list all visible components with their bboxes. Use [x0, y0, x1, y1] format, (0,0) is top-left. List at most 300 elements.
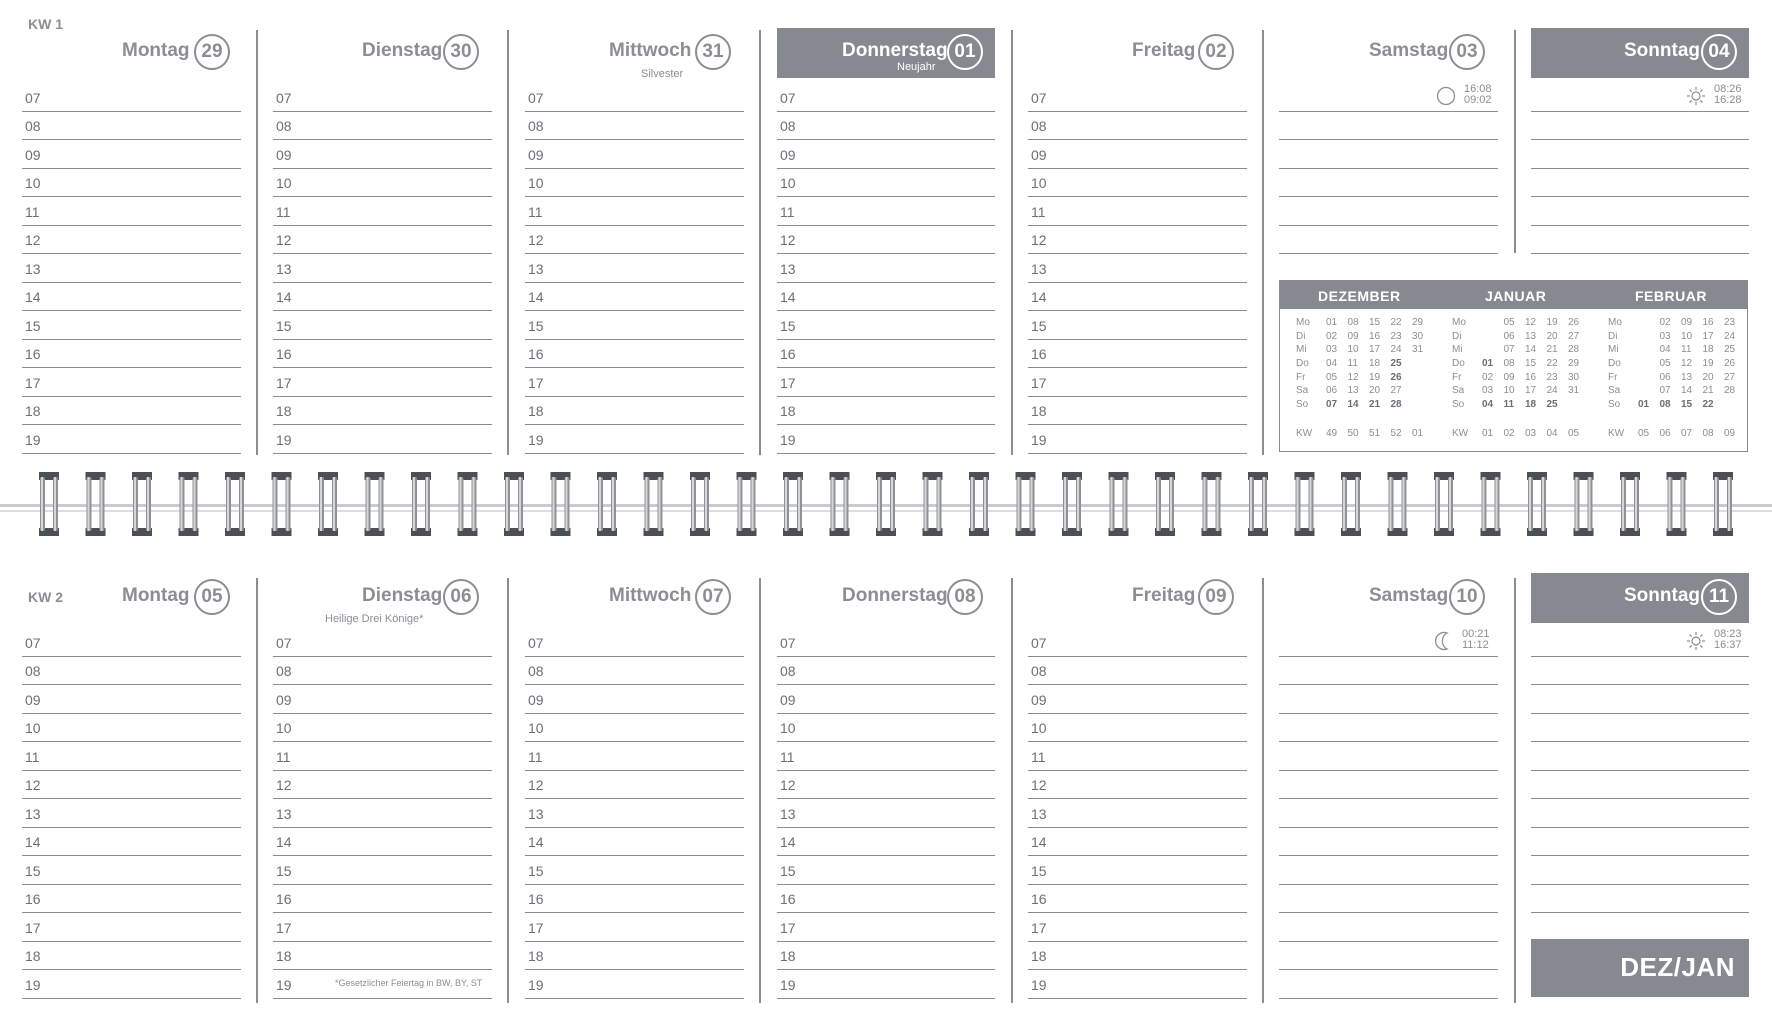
mini-calendar-row: [1608, 385, 1746, 399]
hour-label: 13: [1031, 260, 1047, 277]
hour-row[interactable]: [22, 970, 241, 999]
hour-row[interactable]: [1028, 828, 1247, 857]
hour-label: 14: [25, 289, 41, 305]
hour-label: 19: [276, 431, 292, 448]
hour-row[interactable]: [273, 197, 492, 226]
note-line[interactable]: [1279, 970, 1498, 999]
note-line[interactable]: [1531, 628, 1749, 657]
hour-row[interactable]: [1028, 226, 1247, 255]
hour-label: 11: [25, 748, 40, 765]
week-number: 02: [1503, 428, 1515, 439]
hour-row[interactable]: [273, 112, 492, 141]
hour-row[interactable]: [525, 83, 744, 112]
month-tab: [1531, 939, 1749, 997]
hour-label: 19: [528, 431, 544, 448]
hour-label: 08: [780, 118, 796, 134]
hour-row[interactable]: [22, 283, 241, 312]
hour-row[interactable]: [1028, 771, 1247, 800]
day-name: Montag: [122, 585, 190, 606]
hour-row[interactable]: [22, 942, 241, 971]
hour-row[interactable]: [1028, 970, 1247, 999]
hour-label: 08: [780, 663, 796, 679]
note-line[interactable]: [1279, 83, 1498, 112]
note-line[interactable]: [1531, 685, 1749, 714]
hour-row[interactable]: [273, 828, 492, 857]
note-line[interactable]: [1531, 799, 1749, 828]
week-number: 01: [1412, 428, 1424, 439]
hour-row[interactable]: [525, 628, 744, 657]
hour-label: 12: [780, 232, 796, 248]
mini-calendar-row: [1452, 331, 1590, 345]
note-line[interactable]: [1531, 140, 1749, 169]
note-line[interactable]: [1279, 657, 1498, 686]
hour-row[interactable]: [525, 942, 744, 971]
hour-row[interactable]: [1028, 714, 1247, 743]
day-header-highlighted: [777, 28, 995, 78]
column-divider: [1011, 578, 1013, 1003]
hour-row[interactable]: [273, 628, 492, 657]
hour-row[interactable]: [777, 425, 995, 454]
hour-row[interactable]: [22, 685, 241, 714]
hour-row[interactable]: [777, 397, 995, 426]
hour-row[interactable]: [777, 742, 995, 771]
hour-row[interactable]: [273, 425, 492, 454]
hour-label: 08: [276, 118, 292, 134]
hour-row[interactable]: [1028, 742, 1247, 771]
hour-row[interactable]: [777, 83, 995, 112]
hour-label: 09: [276, 691, 292, 708]
note-line[interactable]: [1279, 799, 1498, 828]
note-line[interactable]: [1279, 140, 1498, 169]
day-name: Donnerstag: [842, 585, 948, 606]
week-number: 05: [1568, 428, 1580, 439]
mini-calendar-day: 12: [1681, 358, 1693, 370]
note-line[interactable]: [1279, 742, 1498, 771]
hour-row[interactable]: [777, 856, 995, 885]
mini-calendar-day: 21: [1546, 344, 1558, 356]
day-number: 29: [194, 34, 230, 70]
hour-row[interactable]: [1028, 340, 1247, 369]
mini-calendar-day: 16: [1702, 317, 1714, 328]
column-divider: [1514, 578, 1516, 1003]
hour-row[interactable]: [22, 169, 241, 198]
hour-row[interactable]: [22, 340, 241, 369]
day-column-tuesday[interactable]: [273, 545, 492, 1026]
hour-row[interactable]: [777, 657, 995, 686]
hour-row[interactable]: [22, 628, 241, 657]
hour-row[interactable]: [273, 226, 492, 255]
hour-row[interactable]: [273, 913, 492, 942]
hour-row[interactable]: [525, 311, 744, 340]
hour-row[interactable]: [777, 311, 995, 340]
note-line[interactable]: [1531, 742, 1749, 771]
hour-row[interactable]: [1028, 942, 1247, 971]
hour-row[interactable]: [525, 714, 744, 743]
hour-row[interactable]: [525, 226, 744, 255]
mini-calendar-day: 24: [1724, 330, 1736, 342]
hour-label: 08: [25, 663, 41, 679]
hour-row[interactable]: [1028, 197, 1247, 226]
hour-label: 12: [1031, 777, 1047, 793]
hour-row[interactable]: [273, 368, 492, 397]
day-name: Freitag: [1132, 585, 1196, 606]
mini-calendar-day: 19: [1369, 371, 1381, 383]
hour-label: 18: [1031, 403, 1047, 419]
day-column-saturday[interactable]: [1279, 545, 1498, 1026]
hour-row[interactable]: [777, 368, 995, 397]
day-name: Dienstag: [362, 40, 443, 61]
mini-calendar-day: 01: [1326, 317, 1338, 328]
hour-row[interactable]: [1028, 83, 1247, 112]
hour-row[interactable]: [525, 685, 744, 714]
hour-row[interactable]: [777, 140, 995, 169]
mini-calendar-day: 16: [1525, 371, 1537, 383]
mini-calendar-day: 06: [1503, 330, 1515, 342]
note-line[interactable]: [1531, 169, 1749, 198]
hour-row[interactable]: [22, 140, 241, 169]
week-1: [0, 0, 1772, 463]
hour-row[interactable]: [22, 254, 241, 283]
hour-label: 17: [780, 919, 796, 936]
hour-row[interactable]: [525, 140, 744, 169]
hour-row[interactable]: [273, 885, 492, 914]
hour-row[interactable]: [273, 83, 492, 112]
hour-row[interactable]: [22, 226, 241, 255]
mini-calendar-day: 08: [1503, 358, 1515, 370]
mini-calendar-row: [1452, 358, 1590, 372]
hour-label: 19: [25, 431, 41, 448]
mini-calendar-day: 03: [1326, 344, 1338, 356]
mini-calendar-day: 22: [1702, 399, 1714, 411]
hour-row[interactable]: [273, 340, 492, 369]
hour-label: 16: [25, 346, 41, 362]
hour-label: 11: [528, 748, 543, 765]
hour-row[interactable]: [1028, 112, 1247, 141]
hour-label: 11: [1031, 748, 1046, 765]
hour-row[interactable]: [22, 771, 241, 800]
hour-label: 11: [780, 748, 795, 765]
mini-calendar-day: 26: [1568, 317, 1580, 328]
mini-calendar-day: 23: [1546, 371, 1558, 383]
kw-label: KW: [1608, 428, 1625, 439]
hour-row[interactable]: [22, 885, 241, 914]
hour-row[interactable]: [273, 311, 492, 340]
hour-row[interactable]: [273, 169, 492, 198]
hour-row[interactable]: [777, 283, 995, 312]
hour-row[interactable]: [273, 657, 492, 686]
hour-row[interactable]: [777, 226, 995, 255]
hour-label: 13: [276, 805, 292, 822]
weekday-label: Mi: [1452, 344, 1463, 356]
note-line[interactable]: [1531, 226, 1749, 255]
hour-row[interactable]: [22, 799, 241, 828]
hour-row[interactable]: [777, 771, 995, 800]
mini-calendar-day: 18: [1369, 358, 1381, 370]
note-line[interactable]: [1531, 856, 1749, 885]
note-line[interactable]: [1279, 828, 1498, 857]
hour-label: 19: [1031, 976, 1047, 993]
hour-row[interactable]: [273, 799, 492, 828]
weekday-label: Mi: [1608, 344, 1619, 356]
hour-label: 12: [25, 777, 41, 793]
mini-calendar-day: 28: [1568, 344, 1580, 356]
mini-calendar-row: [1296, 399, 1434, 413]
mini-calendar-row: [1452, 317, 1590, 331]
hour-label: 12: [1031, 232, 1047, 248]
hour-row[interactable]: [1028, 628, 1247, 657]
hour-row[interactable]: [777, 112, 995, 141]
hour-row[interactable]: [525, 368, 744, 397]
note-line[interactable]: [1531, 657, 1749, 686]
hour-label: 13: [780, 805, 796, 822]
hour-row[interactable]: [777, 970, 995, 999]
hour-row[interactable]: [1028, 913, 1247, 942]
hour-label: 19: [25, 976, 41, 993]
mini-calendar-day: 03: [1659, 330, 1671, 342]
hour-row[interactable]: [22, 913, 241, 942]
hour-row[interactable]: [273, 771, 492, 800]
mini-calendar-day: 19: [1546, 317, 1558, 328]
note-line[interactable]: [1531, 197, 1749, 226]
hour-row[interactable]: [777, 913, 995, 942]
note-line[interactable]: [1279, 628, 1498, 657]
mini-calendar-day: 24: [1390, 344, 1402, 356]
mini-calendar-day: 25: [1724, 344, 1736, 356]
weekday-label: Sa: [1452, 385, 1465, 397]
hour-row[interactable]: [273, 140, 492, 169]
hour-row[interactable]: [525, 397, 744, 426]
mini-calendar-day: 05: [1659, 358, 1671, 370]
hour-row[interactable]: [273, 856, 492, 885]
hour-row[interactable]: [1028, 425, 1247, 454]
hour-row[interactable]: [273, 714, 492, 743]
day-column-monday[interactable]: [22, 545, 241, 1026]
week-number: 05: [1638, 428, 1650, 439]
hour-row[interactable]: [525, 856, 744, 885]
mini-calendar-day: 21: [1369, 399, 1381, 411]
note-line[interactable]: [1279, 714, 1498, 743]
hour-label: 17: [276, 919, 292, 936]
note-line[interactable]: [1531, 771, 1749, 800]
hour-row[interactable]: [525, 799, 744, 828]
hour-label: 15: [1031, 317, 1047, 334]
hour-label: 13: [25, 805, 41, 822]
mini-calendar-day: 14: [1347, 399, 1359, 411]
hour-row[interactable]: [525, 771, 744, 800]
hour-label: 14: [780, 834, 796, 850]
day-column-wednesday[interactable]: [525, 0, 744, 463]
mini-calendar: [1279, 280, 1748, 452]
moonset-time: 11:12: [1462, 639, 1489, 651]
hour-row[interactable]: [777, 197, 995, 226]
note-line[interactable]: [1531, 714, 1749, 743]
hour-row[interactable]: [273, 397, 492, 426]
hour-row[interactable]: [22, 856, 241, 885]
hour-row[interactable]: [525, 913, 744, 942]
hour-row[interactable]: [22, 311, 241, 340]
mini-calendar-day: 23: [1390, 330, 1402, 342]
hour-row[interactable]: [1028, 283, 1247, 312]
note-line[interactable]: [1279, 771, 1498, 800]
hour-label: 07: [1031, 634, 1047, 651]
hour-row[interactable]: [1028, 856, 1247, 885]
mini-calendar-day: 28: [1390, 399, 1402, 411]
mini-calendar-day: 09: [1503, 371, 1515, 383]
day-number: 10: [1449, 579, 1485, 615]
mini-calendar-day: 07: [1503, 344, 1515, 356]
week-number: 52: [1390, 428, 1402, 439]
weekday-label: Mo: [1296, 317, 1310, 328]
hour-row[interactable]: [777, 828, 995, 857]
hour-label: 18: [25, 403, 41, 419]
hour-row[interactable]: [1028, 140, 1247, 169]
hour-row[interactable]: [1028, 885, 1247, 914]
mini-calendar-day: 10: [1681, 330, 1693, 342]
hour-row[interactable]: [1028, 254, 1247, 283]
hour-row[interactable]: [777, 628, 995, 657]
hour-row[interactable]: [777, 254, 995, 283]
note-line[interactable]: [1279, 685, 1498, 714]
hour-row[interactable]: [525, 197, 744, 226]
note-line[interactable]: [1279, 913, 1498, 942]
day-header: [525, 573, 744, 623]
hour-row[interactable]: [1028, 685, 1247, 714]
mini-calendar-row: [1452, 372, 1590, 386]
mini-calendar-day: 12: [1525, 317, 1537, 328]
hour-row[interactable]: [273, 283, 492, 312]
day-column-friday[interactable]: [1028, 545, 1247, 1026]
hour-row[interactable]: [525, 657, 744, 686]
mini-calendar-day: 13: [1681, 371, 1693, 383]
note-line[interactable]: [1279, 885, 1498, 914]
month-grid: [1452, 317, 1590, 413]
hour-label: 12: [25, 232, 41, 248]
hour-row[interactable]: [777, 340, 995, 369]
hour-row[interactable]: [1028, 311, 1247, 340]
mini-calendar-day: 25: [1546, 399, 1558, 411]
hour-row[interactable]: [1028, 397, 1247, 426]
hour-row[interactable]: [1028, 799, 1247, 828]
hour-row[interactable]: [273, 742, 492, 771]
hour-row[interactable]: [525, 970, 744, 999]
hour-row[interactable]: [22, 828, 241, 857]
day-column-wednesday[interactable]: [525, 545, 744, 1026]
hour-row[interactable]: [273, 254, 492, 283]
hour-label: 15: [780, 862, 796, 879]
hour-row[interactable]: [1028, 169, 1247, 198]
hour-row[interactable]: [777, 685, 995, 714]
note-line[interactable]: [1531, 83, 1749, 112]
hour-row[interactable]: [777, 942, 995, 971]
hour-row[interactable]: [1028, 657, 1247, 686]
hour-label: 10: [276, 720, 292, 736]
sunset-time: 16:28: [1714, 94, 1742, 106]
hour-row[interactable]: [22, 83, 241, 112]
mini-calendar-day: 29: [1568, 358, 1580, 370]
hour-row[interactable]: [525, 169, 744, 198]
day-column-friday[interactable]: [1028, 0, 1247, 463]
hour-row[interactable]: [22, 197, 241, 226]
note-line[interactable]: [1279, 169, 1498, 198]
note-line[interactable]: [1279, 942, 1498, 971]
note-line[interactable]: [1531, 913, 1749, 942]
hour-row[interactable]: [525, 828, 744, 857]
day-column-thursday[interactable]: [777, 0, 995, 463]
note-line[interactable]: [1531, 885, 1749, 914]
hour-row[interactable]: [22, 112, 241, 141]
day-column-monday[interactable]: [22, 0, 241, 463]
hour-row[interactable]: [525, 283, 744, 312]
hour-row[interactable]: [525, 340, 744, 369]
hour-row[interactable]: [22, 425, 241, 454]
note-line[interactable]: [1531, 828, 1749, 857]
hour-row[interactable]: [22, 714, 241, 743]
hour-row[interactable]: [525, 885, 744, 914]
hour-label: 12: [276, 232, 292, 248]
mini-calendar-day: 04: [1482, 399, 1494, 411]
week-number-label: KW 1: [28, 16, 63, 32]
mini-calendar-row: [1296, 331, 1434, 345]
hour-row[interactable]: [777, 885, 995, 914]
hour-row[interactable]: [777, 799, 995, 828]
mini-calendar-day: 18: [1702, 344, 1714, 356]
note-line[interactable]: [1279, 226, 1498, 255]
hour-row[interactable]: [777, 169, 995, 198]
hour-label: 10: [528, 720, 544, 736]
month-name: DEZEMBER: [1318, 288, 1401, 304]
mini-calendar-day: 02: [1659, 317, 1671, 328]
weekday-label: Sa: [1608, 385, 1621, 397]
note-line[interactable]: [1531, 112, 1749, 141]
hour-label: 16: [528, 346, 544, 362]
hour-label: 17: [780, 374, 796, 391]
note-line[interactable]: [1279, 112, 1498, 141]
hour-row[interactable]: [525, 742, 744, 771]
hour-label: 11: [25, 203, 40, 220]
column-divider: [256, 30, 258, 455]
hour-row[interactable]: [273, 942, 492, 971]
note-line[interactable]: [1279, 197, 1498, 226]
hour-row[interactable]: [22, 368, 241, 397]
note-line[interactable]: [1279, 856, 1498, 885]
mini-calendar-row: [1608, 317, 1746, 331]
weekday-label: Di: [1608, 330, 1618, 342]
mini-calendar-header: [1280, 281, 1747, 309]
spiral-binding: [0, 463, 1772, 545]
hour-row[interactable]: [525, 254, 744, 283]
day-name: Mittwoch: [609, 585, 692, 606]
mini-calendar-day: 13: [1525, 330, 1537, 342]
hour-row[interactable]: [777, 714, 995, 743]
hour-row[interactable]: [525, 112, 744, 141]
hour-row[interactable]: [22, 742, 241, 771]
mini-calendar-day: 08: [1659, 399, 1671, 411]
day-column-tuesday[interactable]: [273, 0, 492, 463]
week-number: 50: [1347, 428, 1359, 439]
day-column-thursday[interactable]: [777, 545, 995, 1026]
week-number: 01: [1482, 428, 1494, 439]
moonrise-time: 16:08: [1464, 83, 1492, 95]
mini-calendar-day: 26: [1724, 358, 1736, 370]
hour-label: 09: [1031, 691, 1047, 708]
hour-label: 17: [528, 374, 544, 391]
hour-row[interactable]: [273, 685, 492, 714]
hour-row[interactable]: [525, 425, 744, 454]
hour-row[interactable]: [22, 657, 241, 686]
hour-row[interactable]: [22, 397, 241, 426]
hour-row[interactable]: [1028, 368, 1247, 397]
hour-label: 17: [528, 919, 544, 936]
